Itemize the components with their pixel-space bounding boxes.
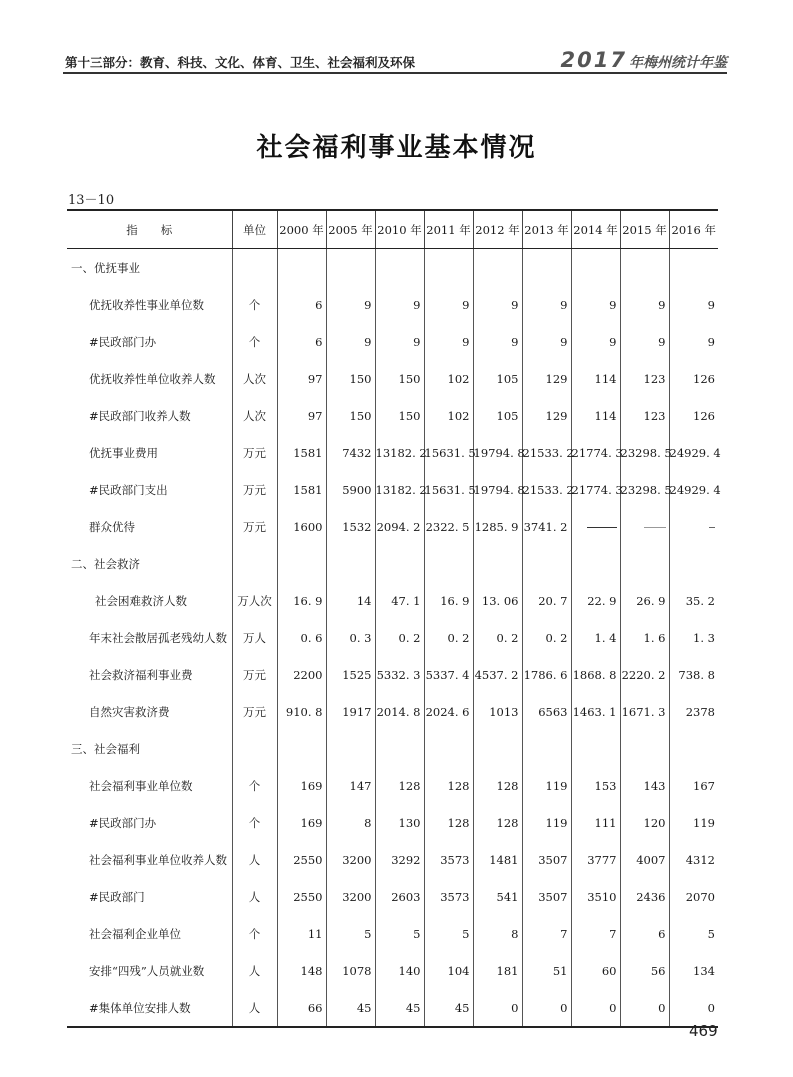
unit-cell: 万人次	[232, 582, 277, 619]
column-header-unit: 单位	[232, 210, 277, 249]
empty-cell	[473, 249, 522, 287]
value-cell: 9	[669, 286, 718, 323]
value-cell: 56	[620, 952, 669, 989]
section-row	[67, 545, 718, 582]
value-cell: 150	[326, 360, 375, 397]
empty-cell	[232, 545, 277, 582]
empty-cell	[277, 249, 326, 287]
value-cell: 114	[571, 397, 620, 434]
value-cell: 19794. 8	[473, 434, 522, 471]
table-row	[67, 841, 718, 878]
value-cell: 147	[326, 767, 375, 804]
column-header-year: 2000 年	[277, 210, 326, 249]
unit-cell: 万元	[232, 656, 277, 693]
value-cell: 9	[669, 323, 718, 360]
table-row	[67, 582, 718, 619]
value-cell: 5900	[326, 471, 375, 508]
statistics-table	[67, 209, 721, 1028]
table-row	[67, 323, 718, 360]
empty-cell	[522, 730, 571, 767]
section-label: 二、社会救济	[71, 556, 140, 571]
indicator-label: 优抚收养性事业单位数	[89, 297, 204, 312]
column-header-indicator: 指 标	[67, 210, 232, 249]
column-header-year: 2011 年	[424, 210, 473, 249]
value-cell: 3777	[571, 841, 620, 878]
indicator-label: #民政部门	[89, 889, 145, 904]
empty-cell	[326, 249, 375, 287]
value-cell: 102	[424, 360, 473, 397]
empty-cell	[473, 545, 522, 582]
value-cell: 1532	[326, 508, 375, 545]
value-cell: 128	[424, 767, 473, 804]
value-cell: 910. 8	[277, 693, 326, 730]
unit-cell: 人次	[232, 360, 277, 397]
value-cell: 16. 9	[277, 582, 326, 619]
indicator-label: 群众优待	[89, 519, 135, 534]
unit-cell: 万元	[232, 508, 277, 545]
value-cell: 1581	[277, 471, 326, 508]
unit-cell: 人	[232, 841, 277, 878]
value-cell: 181	[473, 952, 522, 989]
value-cell: 119	[669, 804, 718, 841]
unit-cell: 个	[232, 915, 277, 952]
value-cell: 119	[522, 767, 571, 804]
value-cell: 9	[375, 286, 424, 323]
value-cell: 2378	[669, 693, 718, 730]
value-cell: 4007	[620, 841, 669, 878]
indicator-label: #民政部门办	[89, 334, 157, 349]
indicator-label: 自然灾害救济费	[89, 704, 170, 719]
value-cell: 541	[473, 878, 522, 915]
section-label: 三、社会福利	[71, 741, 140, 756]
value-cell: 5	[669, 915, 718, 952]
column-header-year: 2010 年	[375, 210, 424, 249]
value-cell: 148	[277, 952, 326, 989]
column-header-year: 2015 年	[620, 210, 669, 249]
value-cell: 8	[326, 804, 375, 841]
unit-cell: 个	[232, 286, 277, 323]
value-cell: 6	[620, 915, 669, 952]
value-cell: 1525	[326, 656, 375, 693]
value-cell: 8	[473, 915, 522, 952]
value-cell: 3741. 2	[522, 508, 571, 545]
empty-cell	[232, 249, 277, 287]
table-row	[67, 619, 718, 656]
value-cell: 9	[620, 323, 669, 360]
value-cell: 5332. 3	[375, 656, 424, 693]
value-cell: 9	[326, 323, 375, 360]
value-cell: 3507	[522, 841, 571, 878]
value-cell: 1285. 9	[473, 508, 522, 545]
table-header-row	[67, 210, 718, 249]
indicator-label: 社会福利事业单位数	[89, 778, 193, 793]
value-cell: 13182. 2	[375, 471, 424, 508]
indicator-label: 安排“四残”人员就业数	[89, 963, 205, 978]
value-cell: 9	[326, 286, 375, 323]
value-cell: 2550	[277, 878, 326, 915]
value-cell: 1600	[277, 508, 326, 545]
value-cell: 1481	[473, 841, 522, 878]
value-cell: 3573	[424, 878, 473, 915]
value-cell: 3292	[375, 841, 424, 878]
value-cell: 104	[424, 952, 473, 989]
table-body	[67, 249, 721, 1028]
value-cell: 1078	[326, 952, 375, 989]
table-row	[67, 767, 718, 804]
value-cell: 169	[277, 767, 326, 804]
value-cell: 129	[522, 397, 571, 434]
value-cell: 6	[277, 286, 326, 323]
table-row	[67, 989, 718, 1027]
value-cell: 3573	[424, 841, 473, 878]
value-cell: 97	[277, 397, 326, 434]
value-cell: 23298. 5	[620, 434, 669, 471]
unit-cell: 个	[232, 804, 277, 841]
unit-cell: 人次	[232, 397, 277, 434]
value-cell: 9	[473, 286, 522, 323]
value-cell: 102	[424, 397, 473, 434]
value-cell: 738. 8	[669, 656, 718, 693]
value-cell: 150	[375, 360, 424, 397]
value-cell: 128	[424, 804, 473, 841]
value-cell: 150	[375, 397, 424, 434]
value-cell: 47. 1	[375, 582, 424, 619]
unit-cell: 万元	[232, 471, 277, 508]
value-cell: 128	[375, 767, 424, 804]
empty-cell	[522, 545, 571, 582]
table-row	[67, 693, 718, 730]
table-row	[67, 878, 718, 915]
value-cell: 1671. 3	[620, 693, 669, 730]
section-row	[67, 249, 718, 287]
unit-cell: 个	[232, 323, 277, 360]
value-cell: 123	[620, 397, 669, 434]
value-cell: 2220. 2	[620, 656, 669, 693]
page-number: 469	[689, 1022, 718, 1040]
value-cell: 9	[522, 286, 571, 323]
value-cell: 153	[571, 767, 620, 804]
value-cell: 1581	[277, 434, 326, 471]
value-cell: 2024. 6	[424, 693, 473, 730]
page-title: 社会福利事业基本情况	[256, 133, 537, 163]
value-cell: 4537. 2	[473, 656, 522, 693]
value-cell: 5	[424, 915, 473, 952]
empty-cell	[326, 545, 375, 582]
unit-cell: 万元	[232, 693, 277, 730]
empty-cell	[522, 249, 571, 287]
table-row	[67, 656, 718, 693]
unit-cell: 万人	[232, 619, 277, 656]
indicator-label: 社会救济福利事业费	[89, 667, 193, 682]
value-cell: 3200	[326, 878, 375, 915]
indicator-label: 社会福利事业单位收养人数	[89, 852, 227, 867]
value-cell: 0. 2	[473, 619, 522, 656]
value-cell: 0	[620, 989, 669, 1027]
table-row	[67, 286, 718, 323]
value-cell: 51	[522, 952, 571, 989]
empty-cell	[669, 249, 718, 287]
empty-cell	[424, 249, 473, 287]
value-cell: 1786. 6	[522, 656, 571, 693]
value-cell: 45	[424, 989, 473, 1027]
value-cell: 0	[522, 989, 571, 1027]
value-cell: 15631. 5	[424, 471, 473, 508]
value-cell: 167	[669, 767, 718, 804]
header-rule	[63, 72, 727, 74]
value-cell: 21774. 3	[571, 471, 620, 508]
value-cell: 24929. 4	[669, 471, 718, 508]
value-cell: 0	[473, 989, 522, 1027]
value-cell: 26. 9	[620, 582, 669, 619]
column-header-year: 2005 年	[326, 210, 375, 249]
value-cell: 1. 4	[571, 619, 620, 656]
value-cell: 140	[375, 952, 424, 989]
table-row	[67, 397, 718, 434]
yearbook-name: 年梅州统计年鉴	[629, 55, 727, 71]
value-cell: 123	[620, 360, 669, 397]
empty-cell	[571, 730, 620, 767]
column-header-year: 2012 年	[473, 210, 522, 249]
value-cell: 9	[424, 286, 473, 323]
value-cell: 7432	[326, 434, 375, 471]
dash-mark	[644, 527, 666, 528]
value-cell: 126	[669, 360, 718, 397]
empty-cell	[424, 730, 473, 767]
value-cell: 7	[522, 915, 571, 952]
unit-cell: 万元	[232, 434, 277, 471]
value-cell: 119	[522, 804, 571, 841]
value-cell: 5337. 4	[424, 656, 473, 693]
value-cell	[571, 508, 620, 545]
empty-cell	[620, 730, 669, 767]
running-header	[63, 50, 727, 72]
value-cell: 0. 3	[326, 619, 375, 656]
empty-cell	[277, 545, 326, 582]
value-cell: 134	[669, 952, 718, 989]
value-cell: 0. 2	[522, 619, 571, 656]
value-cell: 105	[473, 360, 522, 397]
value-cell: 1013	[473, 693, 522, 730]
value-cell: 0	[571, 989, 620, 1027]
unit-cell: 个	[232, 767, 277, 804]
value-cell: 14	[326, 582, 375, 619]
value-cell: 2094. 2	[375, 508, 424, 545]
value-cell: 1463. 1	[571, 693, 620, 730]
value-cell: 0. 2	[424, 619, 473, 656]
value-cell: 21774. 3	[571, 434, 620, 471]
section-row	[67, 730, 718, 767]
value-cell: 60	[571, 952, 620, 989]
unit-cell: 人	[232, 989, 277, 1027]
indicator-label: #集体单位安排人数	[67, 989, 232, 1027]
column-header-year: 2016 年	[669, 210, 718, 249]
value-cell: 0. 6	[277, 619, 326, 656]
empty-cell	[375, 249, 424, 287]
value-cell: 11	[277, 915, 326, 952]
table-number: 13－10	[68, 193, 115, 208]
value-cell: 105	[473, 397, 522, 434]
unit-cell: 人	[232, 878, 277, 915]
value-cell: 21533. 2	[522, 471, 571, 508]
indicator-label: #民政部门支出	[89, 482, 168, 497]
empty-cell	[473, 730, 522, 767]
empty-cell	[326, 730, 375, 767]
value-cell: 143	[620, 767, 669, 804]
value-cell: 35. 2	[669, 582, 718, 619]
indicator-label: #民政部门办	[89, 815, 157, 830]
table-row	[67, 915, 718, 952]
value-cell: 45	[375, 989, 424, 1027]
yearbook-year: 2017	[560, 48, 627, 72]
indicator-label: #民政部门收养人数	[89, 408, 191, 423]
value-cell: 111	[571, 804, 620, 841]
value-cell: 114	[571, 360, 620, 397]
value-cell: 9	[571, 286, 620, 323]
value-cell: 130	[375, 804, 424, 841]
value-cell: 2014. 8	[375, 693, 424, 730]
empty-cell	[277, 730, 326, 767]
value-cell: 1917	[326, 693, 375, 730]
table-row	[67, 508, 718, 545]
dash-mark	[709, 527, 715, 528]
indicator-label: 社会困难救济人数	[95, 593, 187, 608]
table-row	[67, 471, 718, 508]
value-cell: 0	[669, 989, 718, 1027]
column-header-year: 2013 年	[522, 210, 571, 249]
value-cell: 15631. 5	[424, 434, 473, 471]
empty-cell	[571, 545, 620, 582]
value-cell: 120	[620, 804, 669, 841]
value-cell: 150	[326, 397, 375, 434]
empty-cell	[424, 545, 473, 582]
value-cell: 2550	[277, 841, 326, 878]
value-cell: 97	[277, 360, 326, 397]
section-label: 一、优抚事业	[71, 260, 140, 275]
value-cell: 45	[326, 989, 375, 1027]
value-cell: 2603	[375, 878, 424, 915]
value-cell	[620, 508, 669, 545]
value-cell: 2200	[277, 656, 326, 693]
value-cell: 2070	[669, 878, 718, 915]
value-cell: 24929. 4	[669, 434, 718, 471]
value-cell: 9	[571, 323, 620, 360]
value-cell: 21533. 2	[522, 434, 571, 471]
value-cell: 126	[669, 397, 718, 434]
empty-cell	[620, 545, 669, 582]
column-header-year: 2014 年	[571, 210, 620, 249]
value-cell: 1. 6	[620, 619, 669, 656]
value-cell: 3507	[522, 878, 571, 915]
value-cell: 13. 06	[473, 582, 522, 619]
table-row	[67, 434, 718, 471]
value-cell: 6	[277, 323, 326, 360]
value-cell: 19794. 8	[473, 471, 522, 508]
yearbook-title	[561, 48, 727, 72]
value-cell: 22. 9	[571, 582, 620, 619]
empty-cell	[620, 249, 669, 287]
value-cell: 1. 3	[669, 619, 718, 656]
value-cell: 0. 2	[375, 619, 424, 656]
section-title: 第十三部分：教育、科技、文化、体育、卫生、社会福利及环保	[65, 55, 416, 70]
value-cell: 5	[326, 915, 375, 952]
value-cell	[669, 508, 718, 545]
value-cell: 2436	[620, 878, 669, 915]
indicator-label: 年末社会散居孤老残幼人数	[89, 630, 227, 645]
empty-cell	[232, 730, 277, 767]
value-cell: 13182. 2	[375, 434, 424, 471]
indicator-label: 优抚事业费用	[89, 445, 158, 460]
value-cell: 7	[571, 915, 620, 952]
value-cell: 5	[375, 915, 424, 952]
value-cell: 128	[473, 767, 522, 804]
empty-cell	[669, 730, 718, 767]
dash-mark	[587, 527, 617, 528]
value-cell: 6563	[522, 693, 571, 730]
indicator-label: 社会福利企业单位	[89, 926, 181, 941]
value-cell: 9	[522, 323, 571, 360]
value-cell: 1868. 8	[571, 656, 620, 693]
empty-cell	[375, 545, 424, 582]
indicator-label: 优抚收养性单位收养人数	[89, 371, 216, 386]
value-cell: 3510	[571, 878, 620, 915]
value-cell: 16. 9	[424, 582, 473, 619]
value-cell: 129	[522, 360, 571, 397]
empty-cell	[571, 249, 620, 287]
table-row	[67, 360, 718, 397]
value-cell: 4312	[669, 841, 718, 878]
unit-cell: 人	[232, 952, 277, 989]
empty-cell	[375, 730, 424, 767]
empty-cell	[669, 545, 718, 582]
value-cell: 23298. 5	[620, 471, 669, 508]
value-cell: 20. 7	[522, 582, 571, 619]
value-cell: 3200	[326, 841, 375, 878]
table-row	[67, 952, 718, 989]
value-cell: 66	[277, 989, 326, 1027]
value-cell: 9	[375, 323, 424, 360]
table-row	[67, 804, 718, 841]
value-cell: 9	[620, 286, 669, 323]
value-cell: 128	[473, 804, 522, 841]
value-cell: 9	[424, 323, 473, 360]
value-cell: 2322. 5	[424, 508, 473, 545]
value-cell: 169	[277, 804, 326, 841]
value-cell: 9	[473, 323, 522, 360]
